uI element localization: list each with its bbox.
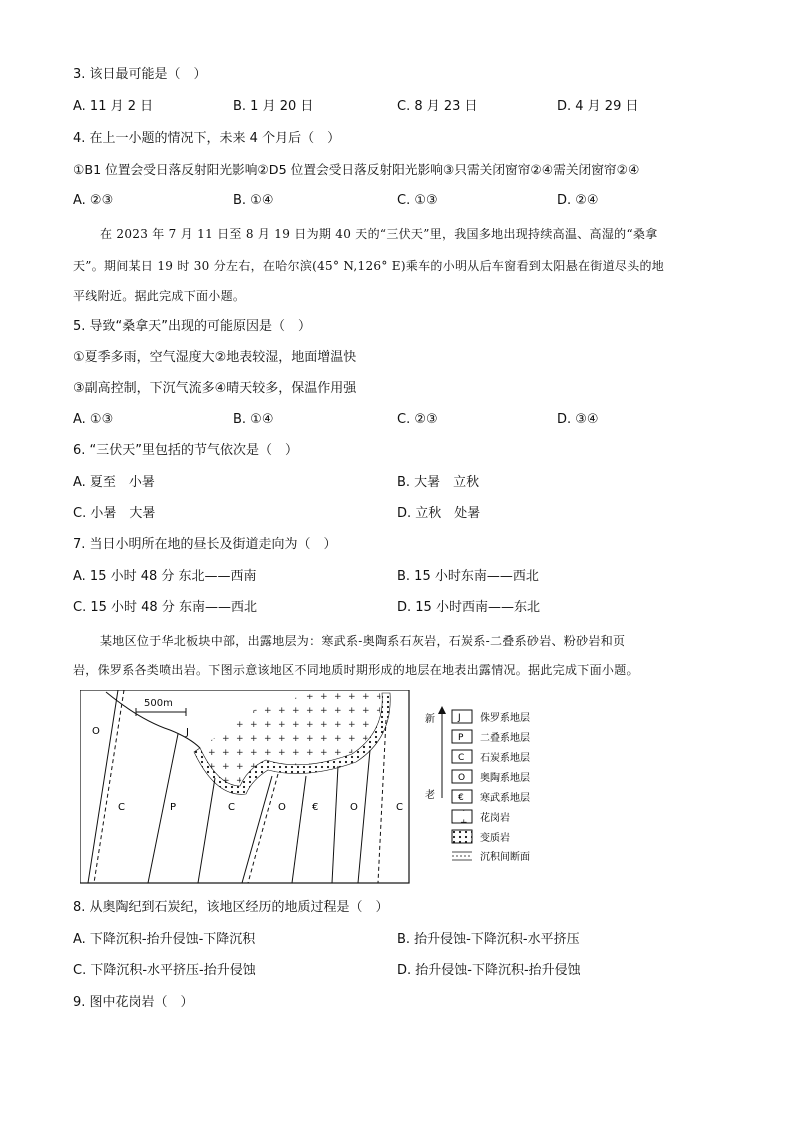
legend-label-p: 二叠系地层 — [480, 733, 530, 744]
passage1-line-3: 平线附近。据此完成下面小题。 — [73, 289, 246, 303]
map-label-o-left: O — [92, 726, 100, 737]
q3-option-a[interactable]: A. 11 月 2 日 — [73, 99, 154, 114]
q3-option-d[interactable]: D. 4 月 29 日 — [557, 99, 639, 114]
geology-map-figure — [80, 690, 560, 889]
passage1-line-1: 在 2023 年 7 月 11 日至 8 月 19 日为期 40 天的“三伏天”里，我国多地出现持续高温、高湿的“桑拿 — [100, 227, 658, 241]
passage2-line-1: 某地区位于华北板块中部，出露地层为：寒武系-奥陶系石灰岩，石炭系-二叠系砂岩、粉砂岩和页 — [100, 634, 626, 648]
legend-label-o: 奥陶系地层 — [480, 773, 530, 784]
passage1-line-2: 天”。期间某日 19 时 30 分左右，在哈尔滨(45° N,126° E)乘车的小明从后车窗看到太阳悬在街道尽头的地 — [73, 259, 665, 273]
q7-option-d[interactable]: D. 15 小时西南——东北 — [397, 600, 540, 615]
q5-statement-line-2: ③副高控制，下沉气流多④晴天较多，保温作用强 — [73, 381, 357, 396]
map-label-o-1: O — [278, 802, 286, 813]
passage2-line-2: 岩，侏罗系各类喷出岩。下图示意该地区不同地质时期形成的地层在地表出露情况。据此完成下面小题。 — [73, 663, 639, 677]
q4-option-c[interactable]: C. ①③ — [397, 193, 438, 208]
legend-symbol-c: C — [458, 753, 465, 763]
q3-option-b[interactable]: B. 1 月 20 日 — [233, 99, 314, 114]
map-label-o-2: O — [350, 802, 358, 813]
map-label-cambrian: € — [312, 802, 319, 813]
q5-option-b[interactable]: B. ①④ — [233, 412, 274, 427]
scale-label: 500m — [144, 698, 173, 709]
legend-label-unconformity: 沉积间断面 — [480, 852, 530, 863]
q5-statement-line-1: ①夏季多雨，空气湿度大②地表较湿，地面增温快 — [73, 350, 357, 365]
q7-stem: 7. 当日小明所在地的昼长及街道走向为（ ） — [73, 537, 337, 552]
q8-option-b[interactable]: B. 抬升侵蚀-下降沉积-水平挤压 — [397, 932, 580, 947]
q8-stem: 8. 从奥陶纪到石炭纪，该地区经历的地质过程是（ ） — [73, 900, 389, 915]
q4-statements: ①B1 位置会受日落反射阳光影响②D5 位置会受日落反射阳光影响③只需关闭窗帘②④需关闭窗帘②④ — [73, 162, 640, 177]
q7-option-a[interactable]: A. 15 小时 48 分 东北——西南 — [73, 569, 257, 584]
legend-metamorphic-swatch — [452, 830, 472, 843]
legend-axis-new: 新 — [425, 714, 435, 725]
q7-option-c[interactable]: C. 15 小时 48 分 东南——西北 — [73, 600, 257, 615]
q4-stem: 4. 在上一小题的情况下，未来 4 个月后（ ） — [73, 131, 341, 146]
legend-symbol-j: J — [458, 713, 461, 723]
q6-stem: 6. “三伏天”里包括的节气依次是（ ） — [73, 443, 299, 458]
map-label-j: J — [186, 727, 189, 738]
legend-granite-swatch — [452, 810, 472, 823]
legend-axis-old: 老 — [425, 790, 435, 801]
q5-option-d[interactable]: D. ③④ — [557, 412, 599, 427]
q3-option-c[interactable]: C. 8 月 23 日 — [397, 99, 478, 114]
q5-stem: 5. 导致“桑拿天”出现的可能原因是（ ） — [73, 319, 312, 334]
legend-symbol-p: P — [458, 733, 464, 743]
map-label-c-2: C — [228, 802, 235, 813]
q8-option-d[interactable]: D. 抬升侵蚀-下降沉积-抬升侵蚀 — [397, 963, 581, 978]
legend-unconformity-swatch — [452, 852, 472, 860]
legend-symbol-o: O — [458, 773, 466, 783]
q6-option-d[interactable]: D. 立秋 处暑 — [397, 506, 481, 521]
map-label-c-3: C — [396, 802, 403, 813]
q8-option-a[interactable]: A. 下降沉积-抬升侵蚀-下降沉积 — [73, 932, 256, 947]
map-label-c-1: C — [118, 802, 125, 813]
legend-label-j: 侏罗系地层 — [480, 713, 530, 724]
q9-stem: 9. 图中花岗岩（ ） — [73, 995, 194, 1010]
legend-label-metamorphic: 变质岩 — [480, 833, 510, 844]
q6-option-b[interactable]: B. 大暑 立秋 — [397, 475, 480, 490]
legend-symbol-cambrian: € — [458, 793, 464, 803]
q5-option-c[interactable]: C. ②③ — [397, 412, 438, 427]
q4-option-a[interactable]: A. ②③ — [73, 193, 114, 208]
legend — [452, 710, 530, 863]
q6-option-a[interactable]: A. 夏至 小暑 — [73, 475, 155, 490]
legend-label-cambrian: 寒武系地层 — [480, 793, 530, 804]
legend-label-c: 石炭系地层 — [480, 753, 530, 764]
map-label-p: P — [170, 802, 177, 813]
q8-option-c[interactable]: C. 下降沉积-水平挤压-抬升侵蚀 — [73, 963, 256, 978]
q4-option-d[interactable]: D. ②④ — [557, 193, 599, 208]
q6-option-c[interactable]: C. 小暑 大暑 — [73, 506, 156, 521]
legend-label-granite: 花岗岩 — [480, 813, 510, 824]
q7-option-b[interactable]: B. 15 小时东南——西北 — [397, 569, 539, 584]
q4-option-b[interactable]: B. ①④ — [233, 193, 274, 208]
q3-stem: 3. 该日最可能是（ ） — [73, 67, 207, 82]
q5-option-a[interactable]: A. ①③ — [73, 412, 114, 427]
